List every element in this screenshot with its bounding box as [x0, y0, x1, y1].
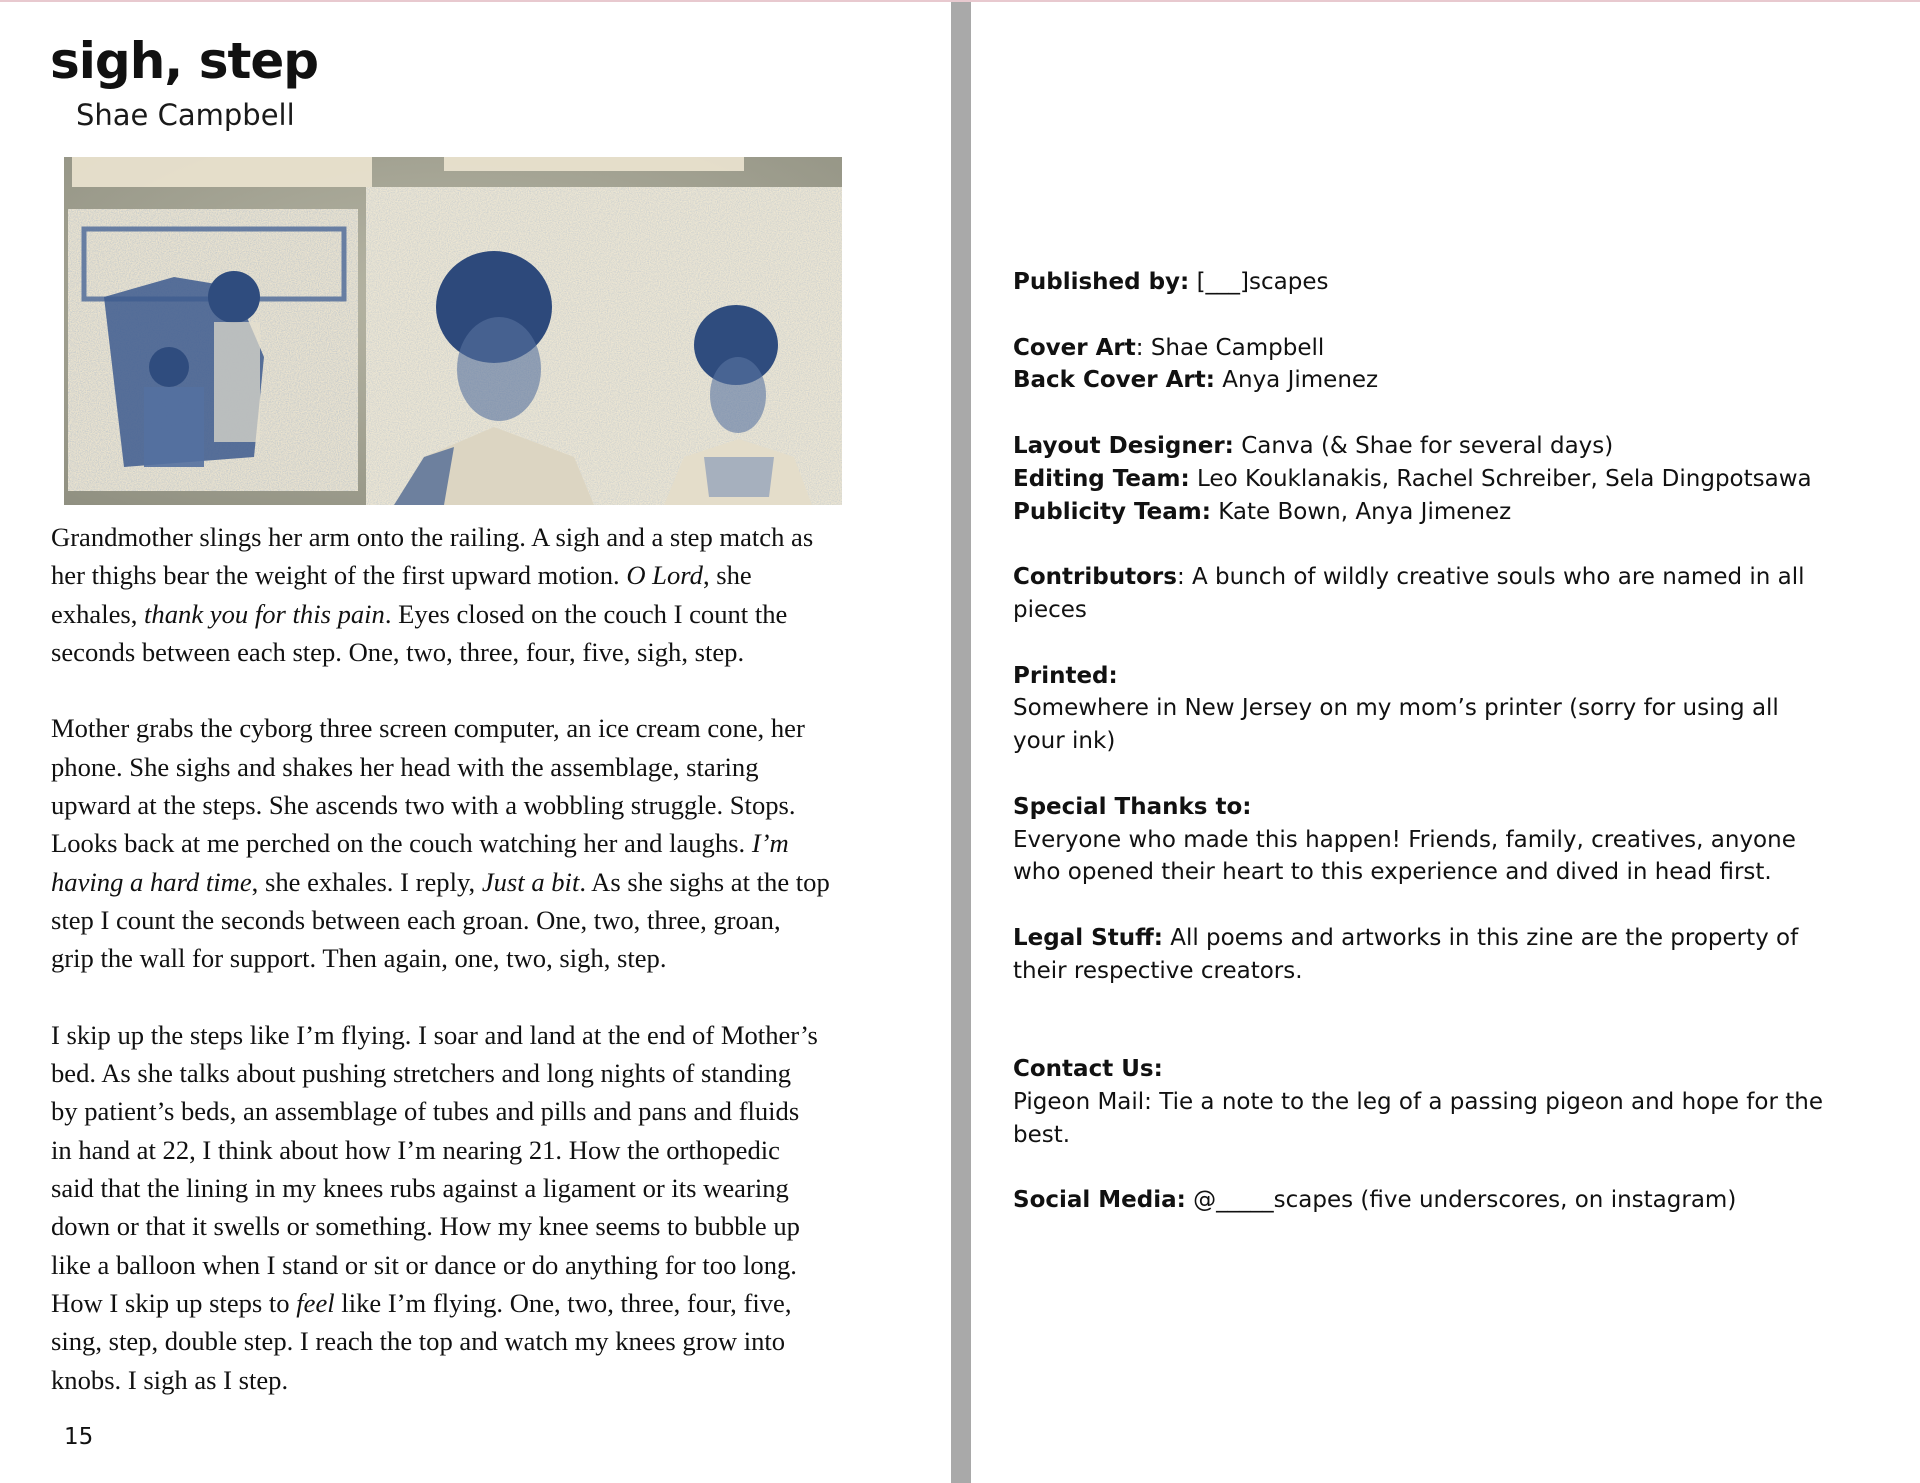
credit-value: Leo Kouklanakis, Rachel Schreiber, Sela Dingpotsawa: [1189, 465, 1812, 492]
poem-line: [51, 556, 911, 594]
poem-line: [51, 633, 911, 671]
italic-text: O Lord: [626, 560, 703, 591]
text-run: Mother grabs the cyborg three screen computer, an ice cream cone, her: [51, 713, 805, 744]
cyanotype-photo-image: [64, 157, 842, 505]
credit-value: [___]scapes: [1189, 269, 1329, 295]
credit-value: : A bunch of wildly creative souls who are named in all: [1176, 564, 1805, 591]
poem-line: [51, 1207, 911, 1245]
credit-value: Kate Bown, Anya Jimenez: [1210, 498, 1512, 525]
page-number: 15: [64, 1424, 94, 1450]
credit-row: [1013, 856, 1893, 889]
poem-body: [51, 518, 911, 1437]
poem-line: [51, 1016, 911, 1054]
left-page: [0, 2, 950, 1483]
poem-line: [51, 1131, 911, 1169]
credit-value: best.: [1013, 1121, 1071, 1148]
text-run: her thighs bear the weight of the first upward motion.: [51, 560, 627, 591]
credit-row: [1013, 692, 1893, 725]
credit-value: pieces: [1013, 596, 1087, 623]
poem-paragraph: [51, 1016, 911, 1399]
credits-section: [1013, 266, 1893, 1250]
poem-line: [51, 1246, 911, 1284]
poem-title: sigh, step: [50, 32, 319, 90]
italic-text: having a hard time: [51, 866, 252, 897]
credit-block: [1013, 430, 1893, 528]
credit-label: Layout Designer:: [1013, 432, 1234, 459]
poem-paragraph: [51, 518, 911, 671]
text-run: step I count the seconds between each groan. One, two, three, groan,: [51, 904, 781, 935]
credit-row: [1013, 824, 1893, 857]
credit-value: : Shae Campbell: [1135, 334, 1325, 361]
text-run: I skip up the steps like I’m flying. I soar and land at the end of Mother’s: [51, 1019, 818, 1050]
poem-line: [51, 1284, 911, 1322]
credit-block: [1013, 266, 1893, 299]
text-run: by patient’s beds, an assemblage of tubes and pills and pans and fluids: [51, 1096, 800, 1127]
credit-value: Pigeon Mail: Tie a note to the leg of a passing pigeon and hope for the: [1013, 1088, 1823, 1115]
text-run: Grandmother slings her arm onto the railing. A sigh and a step match as: [51, 522, 814, 552]
credit-value: @_____scapes (five underscores, on instagram): [1185, 1187, 1737, 1214]
poem-line: [51, 863, 911, 901]
credit-block: [1013, 1184, 1893, 1217]
credit-row: [1013, 1184, 1893, 1217]
poem-line: [51, 1092, 911, 1130]
text-run: knobs. I sigh as I step.: [51, 1364, 289, 1395]
credit-label: Social Media:: [1013, 1187, 1186, 1214]
italic-text: Just a bit: [481, 866, 580, 897]
credit-row: [1013, 430, 1893, 463]
text-run: like a balloon when I stand or sit or dance or do anything for too long.: [51, 1249, 797, 1280]
credit-row: [1013, 496, 1893, 529]
poem-line: [51, 1361, 911, 1399]
credit-label: Editing Team:: [1013, 465, 1190, 492]
credit-row: [1013, 660, 1893, 693]
poem-paragraph: [51, 709, 911, 977]
text-run: , she: [702, 560, 752, 591]
credit-row: [1013, 266, 1893, 299]
text-run: seconds between each step. One, two, three, four, five, sigh, step.: [51, 636, 745, 667]
text-run: exhales,: [51, 598, 145, 629]
page-divider: [951, 2, 971, 1483]
credit-row: [1013, 1053, 1893, 1086]
credit-label: Published by:: [1013, 269, 1190, 295]
credit-value: Canva (& Shae for several days): [1233, 432, 1614, 459]
credit-row: [1013, 1086, 1893, 1119]
poem-line: [51, 1054, 911, 1092]
credit-label: Printed:: [1013, 662, 1118, 689]
credit-row: [1013, 561, 1893, 594]
credit-label: Back Cover Art:: [1013, 367, 1215, 394]
text-run: Looks back at me perched on the couch watching her and laughs.: [51, 828, 752, 859]
credit-block: [1013, 332, 1893, 398]
text-run: phone. She sighs and shakes her head with the assemblage, staring: [51, 751, 759, 782]
credit-row: [1013, 1119, 1893, 1152]
text-run: down or that it swells or something. How my knee seems to bubble up: [51, 1211, 800, 1242]
credit-row: [1013, 725, 1893, 758]
credit-block: [1013, 561, 1893, 627]
credit-row: [1013, 791, 1893, 824]
text-run: like I’m flying. One, two, three, four, five,: [334, 1287, 792, 1318]
text-run: sing, step, double step. I reach the top and watch my knees grow into: [51, 1326, 786, 1357]
credit-row: [1013, 463, 1893, 496]
credit-label: Cover Art: [1013, 334, 1136, 361]
italic-text: I’m: [751, 828, 789, 859]
credit-label: Contact Us:: [1013, 1056, 1163, 1083]
credit-value: Anya Jimenez: [1214, 367, 1379, 394]
text-run: . Eyes closed on the couch I count the: [384, 598, 788, 629]
text-run: said that the lining in my knees rubs against a ligament or its wearing: [51, 1173, 789, 1204]
credit-row: [1013, 955, 1893, 988]
credit-label: Legal Stuff:: [1013, 924, 1163, 951]
credit-value: their respective creators.: [1013, 957, 1303, 984]
text-run: in hand at 22, I think about how I’m nearing 21. How the orthopedic: [51, 1134, 780, 1165]
text-run: bed. As she talks about pushing stretchers and long nights of standing: [51, 1058, 792, 1089]
poem-line: [51, 518, 911, 556]
italic-text: feel: [296, 1287, 335, 1318]
credit-value: Somewhere in New Jersey on my mom’s printer (sorry for using all: [1013, 695, 1779, 722]
credit-label: Special Thanks to:: [1013, 793, 1252, 820]
credit-block: [1013, 791, 1893, 889]
credit-label: Contributors: [1013, 564, 1177, 591]
credit-row: [1013, 594, 1893, 627]
credit-block: [1013, 660, 1893, 758]
credit-block: [1013, 1053, 1893, 1151]
credit-row: [1013, 364, 1893, 397]
credit-row: [1013, 922, 1893, 955]
credit-value: Everyone who made this happen! Friends, family, creatives, anyone: [1013, 826, 1796, 853]
text-run: grip the wall for support. Then again, one, two, sigh, step.: [51, 943, 667, 974]
text-run: , she exhales. I reply,: [251, 866, 482, 897]
credit-value: your ink): [1013, 728, 1116, 755]
credit-value: All poems and artworks in this zine are the property of: [1162, 924, 1799, 951]
poem-line: [51, 748, 911, 786]
poem-line: [51, 1169, 911, 1207]
credit-label: Publicity Team:: [1013, 498, 1211, 525]
italic-text: thank you for this pain: [144, 598, 385, 629]
poem-author: Shae Campbell: [76, 98, 295, 132]
text-run: . As she sighs at the top: [579, 866, 830, 897]
credit-row: [1013, 332, 1893, 365]
poem-line: [51, 939, 911, 977]
poem-line: [51, 786, 911, 824]
credit-value: who opened their heart to this experience and dived in head first.: [1013, 859, 1772, 886]
poem-line: [51, 824, 911, 862]
poem-line: [51, 1322, 911, 1360]
poem-line: [51, 709, 911, 747]
poem-line: [51, 901, 911, 939]
poem-line: [51, 595, 911, 633]
text-run: How I skip up steps to: [51, 1287, 297, 1318]
credit-block: [1013, 922, 1893, 988]
text-run: upward at the steps. She ascends two with a wobbling struggle. Stops.: [51, 790, 796, 821]
